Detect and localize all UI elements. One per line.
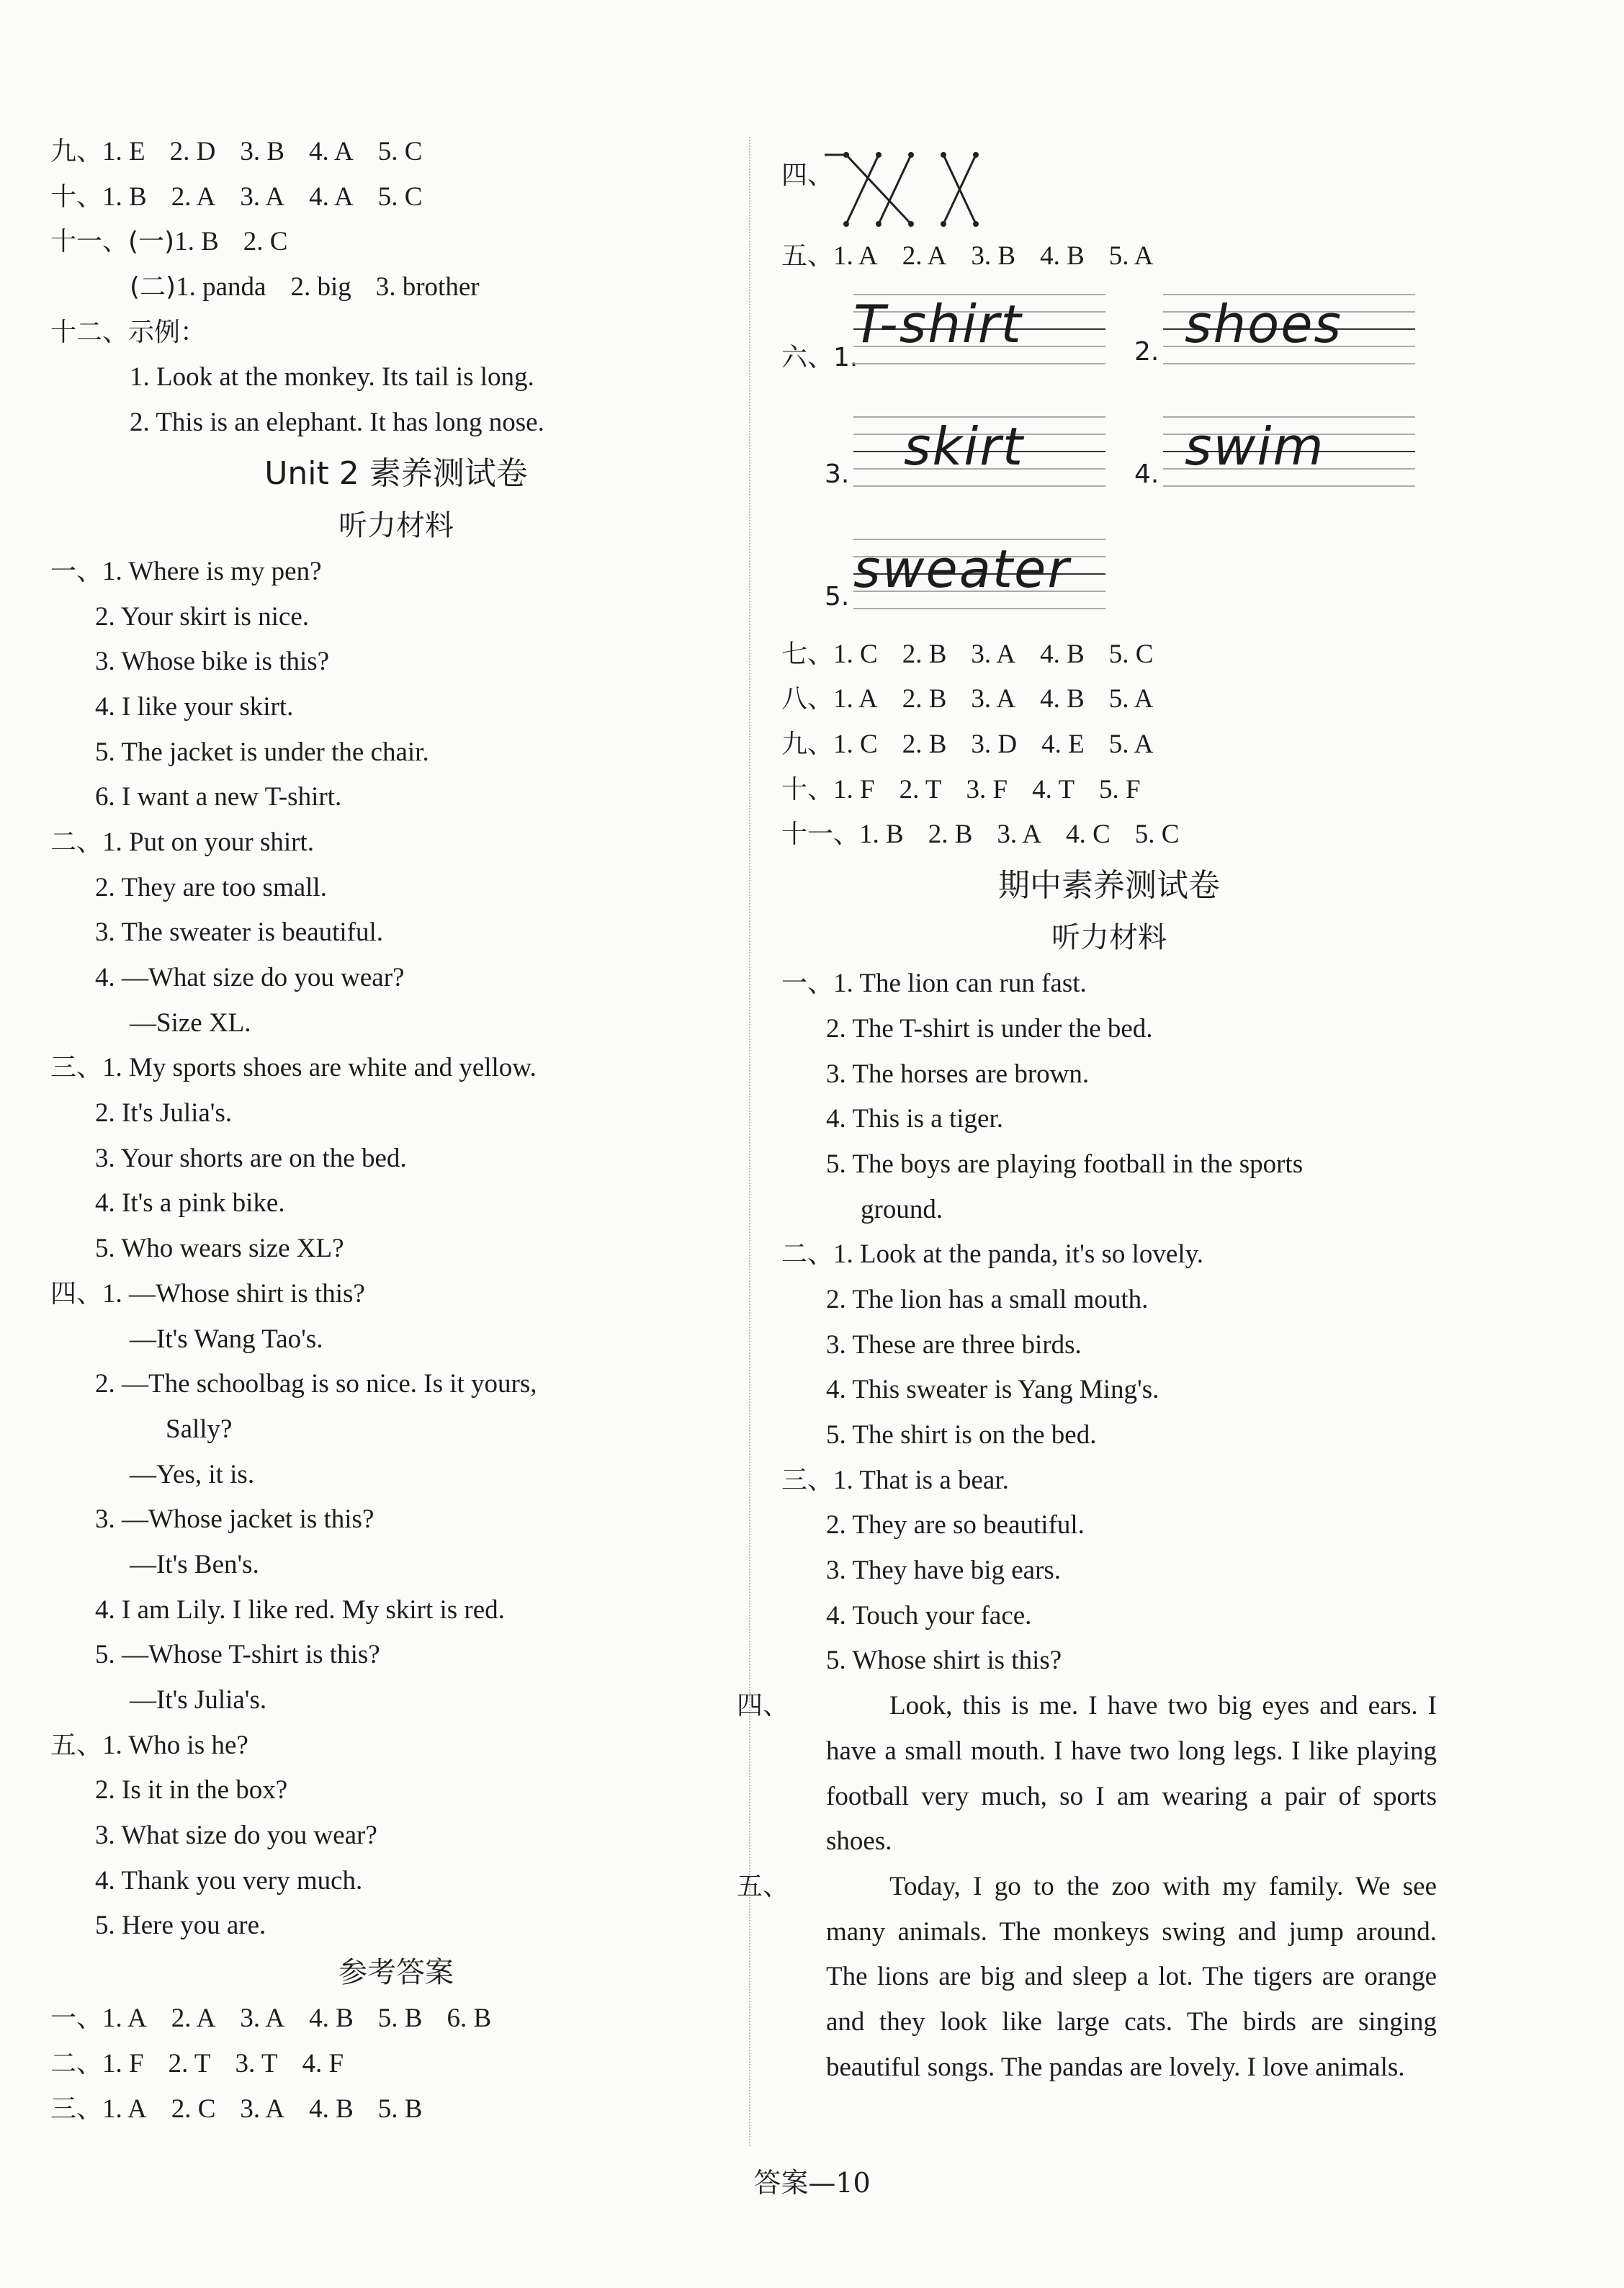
section-line: 6. I want a new T-shirt. — [95, 782, 342, 812]
section-line: 5. —Whose T-shirt is this? — [95, 1640, 380, 1670]
section-line: 三、1. My sports shoes are white and yellow. — [50, 1053, 537, 1083]
handwriting-cell — [853, 524, 1105, 647]
answer-row-5: 五、1. A 2. A 3. B 4. B 5. A — [781, 241, 1154, 271]
handwriting-cell — [1163, 279, 1415, 402]
section-line: 一、1. The lion can run fast. — [781, 969, 1087, 999]
section-line: 3. —Whose jacket is this? — [95, 1504, 374, 1535]
answer-row-7: 七、1. C 2. B 3. A 4. B 5. C — [781, 639, 1154, 669]
answer-row-9: 九、1. E 2. D 3. B 4. A 5. C — [50, 137, 423, 166]
section-line: 5. The boys are playing football in the sports — [826, 1149, 1304, 1179]
section-line: 2. The lion has a small mouth. — [826, 1284, 1149, 1314]
answer-row-8: 八、1. A 2. B 3. A 4. B 5. A — [781, 684, 1154, 714]
answer-row-11-1: 十一、(一)1. B 2. C — [50, 227, 288, 257]
answer-row-10: 十、1. B 2. A 3. A 4. A 5. C — [50, 181, 423, 212]
section-line: 二、1. Put on your shirt. — [50, 827, 314, 857]
section-line: —It's Wang Tao's. — [130, 1324, 323, 1354]
section-line: 5. The shirt is on the bed. — [826, 1420, 1097, 1450]
section-line: —It's Ben's. — [130, 1549, 259, 1579]
matching-lines-drawing — [825, 146, 1041, 233]
section-line: 二、1. Look at the panda, it's so lovely. — [781, 1239, 1203, 1270]
section-line: 四、1. —Whose shirt is this? — [50, 1278, 365, 1309]
section-line: —Size XL. — [130, 1008, 251, 1038]
section-line: 4. This is a tiger. — [826, 1104, 1003, 1134]
section-line: 5. Who wears size XL? — [95, 1234, 344, 1264]
answer-row-11-2: (二)1. panda 2. big 3. brother — [130, 272, 480, 302]
section-line: 4. Thank you very much. — [95, 1865, 363, 1896]
handwriting-cell — [853, 279, 1105, 402]
example-line: 1. Look at the monkey. Its tail is long. — [130, 362, 534, 392]
column-divider — [749, 137, 750, 2146]
section-line: 2. —The schoolbag is so nice. Is it yours, — [95, 1369, 537, 1399]
section-line: 3. Your shorts are on the bed. — [95, 1143, 407, 1173]
page-footer: 答案—10 — [753, 2167, 871, 2199]
section-line: 2. The T-shirt is under the bed. — [826, 1013, 1153, 1044]
section-line: —It's Julia's. — [130, 1685, 267, 1715]
section-line: 4. —What size do you wear? — [95, 963, 405, 992]
handwritten-word: shoes — [1185, 293, 1343, 354]
section-line: 5. Here you are. — [95, 1911, 266, 1941]
handwritten-word: swim — [1185, 416, 1325, 477]
handwriting-row: 六、1. T-shirt 2. shoes — [781, 279, 1437, 402]
section-line: 2. They are so beautiful. — [826, 1510, 1085, 1540]
unit-title: Unit 2 素养测试卷 — [264, 454, 528, 492]
handwriting-row: 3. skirt 4. swim — [781, 402, 1437, 524]
example-label: 十二、示例： — [50, 317, 207, 347]
example-line: 2. This is an elephant. It has long nose. — [130, 408, 544, 438]
section-line: ground. — [861, 1194, 943, 1224]
listening-title: 听力材料 — [338, 508, 454, 542]
section-line: 2. It's Julia's. — [95, 1098, 233, 1129]
answer-row-9: 九、1. C 2. B 3. D 4. E 5. A — [781, 730, 1154, 760]
answer-row: 一、1. A 2. A 3. A 4. B 5. B 6. B — [50, 2004, 492, 2034]
section-line: 4. I like your skirt. — [95, 691, 294, 722]
section-line: 3. Whose bike is this? — [95, 647, 330, 677]
section-line: 5. The jacket is under the chair. — [95, 737, 429, 767]
answer-row: 三、1. A 2. C 3. A 4. B 5. B — [50, 2094, 423, 2124]
answer-row-10: 十、1. F 2. T 3. F 4. T 5. F — [781, 774, 1141, 804]
section-line: 2. Your skirt is nice. — [95, 601, 310, 632]
section-line: 3. They have big ears. — [826, 1556, 1062, 1586]
handwritten-word: sweater — [853, 538, 1070, 599]
left-column — [50, 130, 742, 2132]
answer-row-11: 十一、1. B 2. B 3. A 4. C 5. C — [781, 820, 1180, 850]
midterm-title: 期中素养测试卷 — [998, 867, 1220, 905]
section-line: 五、1. Who is he? — [50, 1730, 248, 1760]
section-line: 2. Is it in the box? — [95, 1775, 288, 1805]
matching-answer: 四、 — [781, 140, 1437, 234]
section-line: 一、1. Where is my pen? — [50, 556, 322, 586]
handwriting-cell — [853, 402, 1105, 524]
right-column — [737, 140, 1437, 2090]
section-line: 4. I am Lily. I like red. My skirt is red. — [95, 1594, 505, 1625]
section-line: 3. These are three birds. — [826, 1329, 1082, 1360]
listening-title: 听力材料 — [1051, 921, 1167, 955]
passage-4: 四、 Look, this is me. I have two big eyes and ears. I have a small mouth. I have two long legs. I like playing football very much, so I am wearing a pair of sports shoes. — [737, 1691, 1437, 1857]
section-line: 2. They are too small. — [95, 872, 327, 902]
section-line: 4. Touch your face. — [826, 1600, 1032, 1630]
section-line: 三、1. That is a bear. — [781, 1465, 1009, 1495]
section-line: 4. It's a pink bike. — [95, 1188, 285, 1219]
section-line: —Yes, it is. — [130, 1459, 255, 1489]
answer-key-title: 参考答案 — [338, 1956, 454, 1990]
section-line: 4. This sweater is Yang Ming's. — [826, 1375, 1159, 1405]
section-line: 3. What size do you wear? — [95, 1821, 377, 1851]
section-line: Sally? — [166, 1414, 233, 1444]
section-line: 5. Whose shirt is this? — [826, 1646, 1062, 1676]
passage-5: 五、 Today, I go to the zoo with my family. We see many animals. The monkeys swing and jump around. The lions are big and sleep a lot. The tigers are orange and they look like large cats. The birds are singing beautiful songs. The pandas are lovely. I love animals. — [737, 1871, 1437, 2082]
handwriting-cell — [1163, 402, 1415, 524]
section-line: 3. The horses are brown. — [826, 1059, 1090, 1089]
section-line: 3. The sweater is beautiful. — [95, 918, 384, 948]
handwritten-word: T-shirt — [853, 293, 1023, 354]
answer-row: 二、1. F 2. T 3. T 4. F — [50, 2048, 344, 2078]
handwriting-row: 5. sweater — [781, 524, 1437, 632]
handwritten-word: skirt — [904, 416, 1025, 477]
